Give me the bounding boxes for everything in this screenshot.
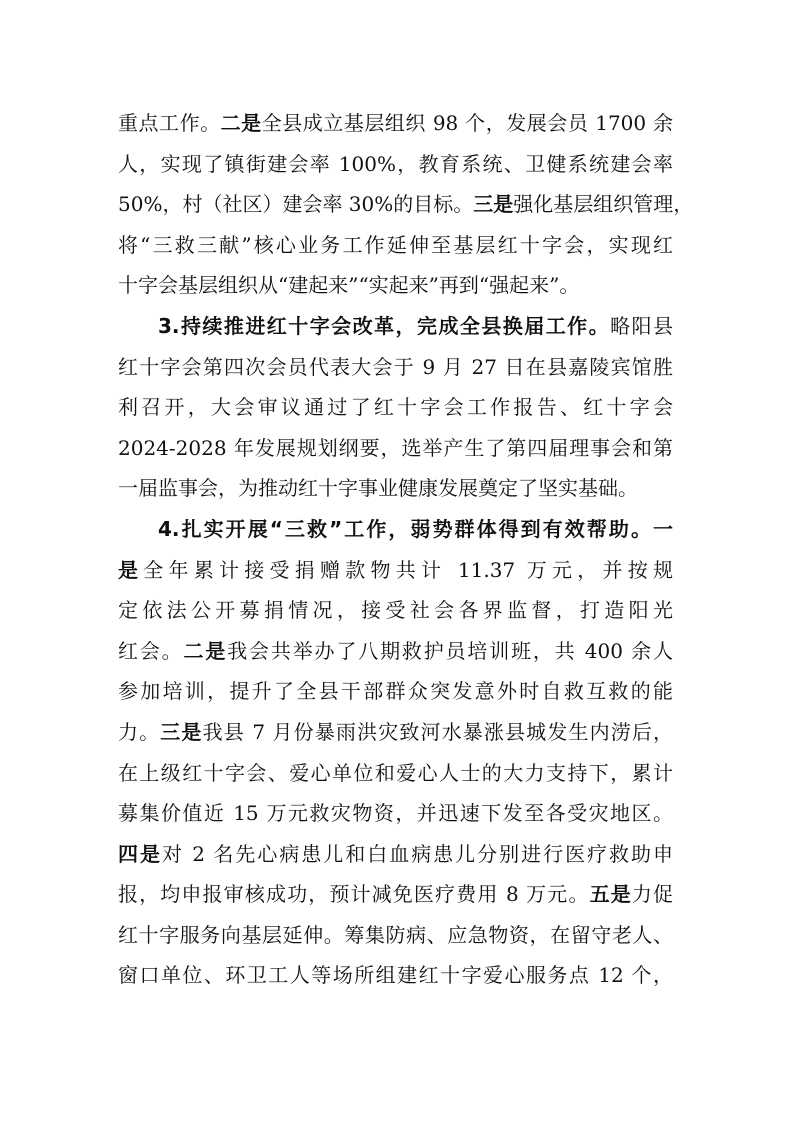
text-run: 参加培训，提升了全县干部群众突发意外时自救互救的能 <box>118 679 673 704</box>
text-run: 十字会基层组织从“建起来”“实起来”再到“强起来”。 <box>118 273 580 298</box>
text-line <box>118 671 673 712</box>
text-run: 将“三救三献”核心业务工作延伸至基层红十字会，实现红 <box>118 232 673 257</box>
text-line <box>118 428 673 469</box>
text-line <box>118 387 673 428</box>
text-line <box>118 590 673 631</box>
text-run: 对 2 名先心病患儿和白血病患儿分别进行医疗救助申 <box>161 841 673 866</box>
body-text <box>118 103 694 996</box>
text-run: 重点工作。 <box>118 111 221 135</box>
text-run: 红十字服务向基层延伸。筹集防病、应急物资，在留守老人、 <box>118 922 673 947</box>
text-line <box>118 834 673 875</box>
bold-text-run: 四是 <box>118 841 162 866</box>
text-run: 利召开，大会审议通过了红十字会工作报告、红十字会 <box>118 395 673 420</box>
text-run: 全年累计接受捐赠款物共计 11.37 万元，并按规 <box>143 557 674 582</box>
text-line <box>118 225 673 266</box>
text-line <box>118 103 673 144</box>
text-line <box>118 955 673 996</box>
text-run: 强化基层组织管理， <box>513 192 694 217</box>
text-run: 人，实现了镇街建会率 100%，教育系统、卫健系统建会率 <box>118 151 673 176</box>
text-line <box>118 347 673 388</box>
bold-text-run: 二是 <box>183 638 228 663</box>
text-line <box>118 550 673 591</box>
bold-text-run: 4.扎实开展“三救”工作，弱势群体得到有效帮助。 <box>158 516 653 541</box>
text-run: 报，均申报审核成功，预计减免医疗费用 8 万元。 <box>118 882 590 907</box>
bold-text-run: 五是 <box>589 882 632 907</box>
text-run: 定依法公开募捐情况，接受社会各界监督，打造阳光 <box>118 598 673 623</box>
bold-text-run: 一 <box>653 516 673 541</box>
text-run: 力。 <box>118 719 161 744</box>
text-line <box>118 753 673 794</box>
text-line <box>118 144 673 185</box>
text-run: 50%，村（社区）建会率 30%的目标。 <box>118 192 474 217</box>
text-line <box>118 793 673 834</box>
text-run: 略阳县 <box>610 313 674 338</box>
paragraph <box>118 509 673 996</box>
text-run: 力促 <box>631 882 673 907</box>
bold-text-run: 三是 <box>473 192 514 217</box>
text-run: 募集价值近 15 万元救灾物资，并迅速下发至各受灾地区。 <box>118 801 673 826</box>
text-run: 一届监事会，为推动红十字事业健康发展奠定了坚实基础。 <box>118 476 638 501</box>
text-line <box>118 874 673 915</box>
text-run: 窗口单位、环卫工人等场所组建红十字爱心服务点 12 个， <box>118 963 673 988</box>
text-line <box>118 509 673 550</box>
text-line <box>118 631 673 672</box>
text-run: 我会共举办了八期救护员培训班，共 400 余人 <box>227 638 674 663</box>
bold-text-run: 三是 <box>160 719 203 744</box>
text-run: 我县 7 月份暴雨洪灾致河水暴涨县城发生内涝后， <box>202 719 674 744</box>
text-line <box>118 184 694 225</box>
text-line <box>118 712 673 753</box>
paragraph <box>118 103 694 306</box>
text-run: 红十字会第四次会员代表大会于 9 月 27 日在县嘉陵宾馆胜 <box>118 354 673 379</box>
text-run: 全县成立基层组织 98 个，发展会员 1700 余 <box>261 111 674 135</box>
bold-text-run: 是 <box>118 557 144 582</box>
bold-text-run: 二是 <box>220 111 262 135</box>
paragraph <box>118 306 673 509</box>
bold-text-run: 3.持续推进红十字会改革，完成全县换届工作。 <box>158 313 611 338</box>
text-run: 红会。 <box>118 638 184 663</box>
text-line <box>118 915 673 956</box>
text-run: 在上级红十字会、爱心单位和爱心人士的大力支持下，累计 <box>118 760 673 785</box>
text-line <box>118 468 673 509</box>
text-line <box>118 265 673 306</box>
text-run: 2024-2028 年发展规划纲要，选举产生了第四届理事会和第 <box>118 435 673 460</box>
text-line <box>118 306 673 347</box>
